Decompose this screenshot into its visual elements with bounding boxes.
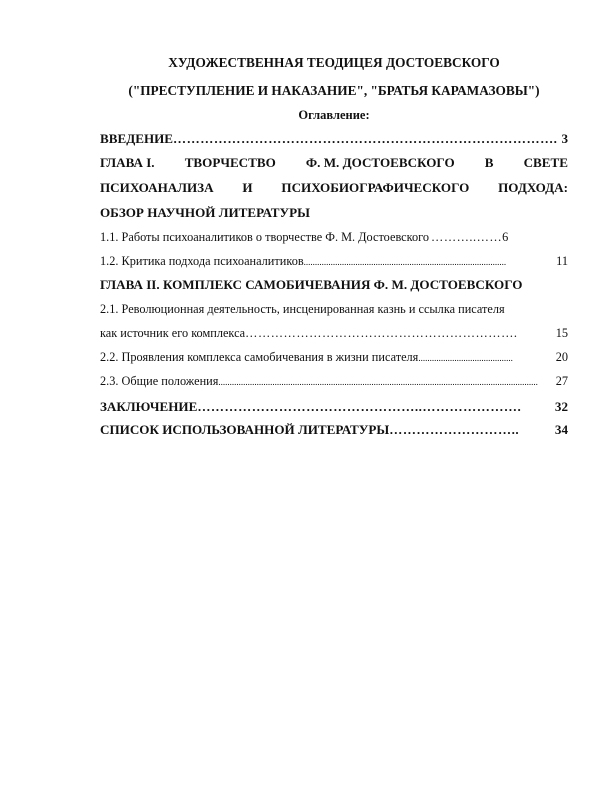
toc-page-number: 27: [555, 374, 568, 388]
toc-entry-1-1: [100, 230, 568, 245]
toc-word: И: [242, 180, 253, 195]
toc-word: ТВОРЧЕСТВО: [184, 155, 276, 170]
toc-leader-dots: ..............................................................................................................................................: [218, 377, 538, 387]
toc-chapter2: ГЛАВА II. КОМПЛЕКС САМОБИЧЕВАНИЯ Ф. М. ДОСТОЕВСКОГО: [100, 277, 523, 292]
toc-page-number: 20: [555, 350, 568, 364]
toc-leader-dots: ..........................................................................................: [303, 257, 507, 267]
document-title-line1: ХУДОЖЕСТВЕННАЯ ТЕОДИЦЕЯ ДОСТОЕВСКОГО: [168, 55, 500, 70]
toc-word: ПСИХОАНАЛИЗА: [100, 180, 214, 195]
toc-chapter1-line2: [100, 180, 568, 196]
toc-word: ГЛАВА I.: [100, 155, 155, 170]
toc-entry-label: СПИСОК ИСПОЛЬЗОВАННОЙ ЛИТЕРАТУРЫ: [100, 422, 390, 437]
toc-leader-dots: ……………………………………………………….: [245, 326, 518, 340]
toc-page-number: 34: [554, 422, 568, 437]
toc-leader-dots: …………………………………………..………………….: [197, 399, 522, 414]
toc-word: В: [484, 155, 494, 170]
toc-entry-1-2: [100, 254, 568, 269]
toc-leader-dots: ………..……: [431, 230, 503, 244]
toc-entry-conclusion: [100, 399, 568, 415]
toc-entry-2-1-line1: 2.1. Революционная деятельность, инсценированная казнь и ссылка писателя: [100, 302, 505, 316]
toc-entry-label: ВВЕДЕНИЕ: [100, 131, 174, 146]
toc-chapter1-line1: [100, 155, 568, 171]
toc-page-number: 11: [556, 254, 568, 268]
toc-chapter1-line3: ОБЗОР НАУЧНОЙ ЛИТЕРАТУРЫ: [100, 205, 310, 220]
toc-entry-label: как источник его комплекса: [100, 326, 246, 340]
toc-page-number: 3: [561, 131, 568, 146]
document-title-line2: ("ПРЕСТУПЛЕНИЕ И НАКАЗАНИЕ", "БРАТЬЯ КАРАМАЗОВЫ"): [128, 83, 540, 98]
toc-page-number: 32: [554, 399, 568, 414]
toc-word: ПОДХОДА:: [498, 180, 568, 195]
toc-entry-label: 2.2. Проявления комплекса самобичевания в жизни писателя: [100, 350, 419, 364]
toc-heading: Оглавление:: [298, 108, 370, 122]
toc-word: ПСИХОБИОГРАФИЧЕСКОГО: [281, 180, 470, 195]
toc-entry-2-2: [100, 350, 568, 365]
toc-entry-label: ЗАКЛЮЧЕНИЕ: [100, 399, 198, 414]
toc-entry-label: 1.1. Работы психоаналитиков о творчестве Ф. М. Достоевского: [100, 230, 430, 244]
toc-page-number: 6: [502, 230, 509, 244]
toc-entry-label: 2.3. Общие положения: [100, 374, 219, 388]
toc-entry-intro: [100, 131, 568, 147]
toc-word: СВЕТЕ: [523, 155, 568, 170]
toc-page-number: 15: [555, 326, 568, 340]
toc-entry-2-3: [100, 374, 568, 389]
toc-word: Ф. М. ДОСТОЕВСКОГО: [305, 155, 455, 170]
toc-entry-2-1: [100, 326, 568, 341]
toc-leader-dots: ………………………..: [389, 422, 520, 437]
toc-entry-bibliography: [100, 422, 568, 438]
toc-entry-label: 1.2. Критика подхода психоаналитиков: [100, 254, 304, 268]
toc-leader-dots: ..........................................: [418, 353, 513, 363]
toc-leader-dots: ………………………………………………………………………….: [173, 131, 558, 146]
